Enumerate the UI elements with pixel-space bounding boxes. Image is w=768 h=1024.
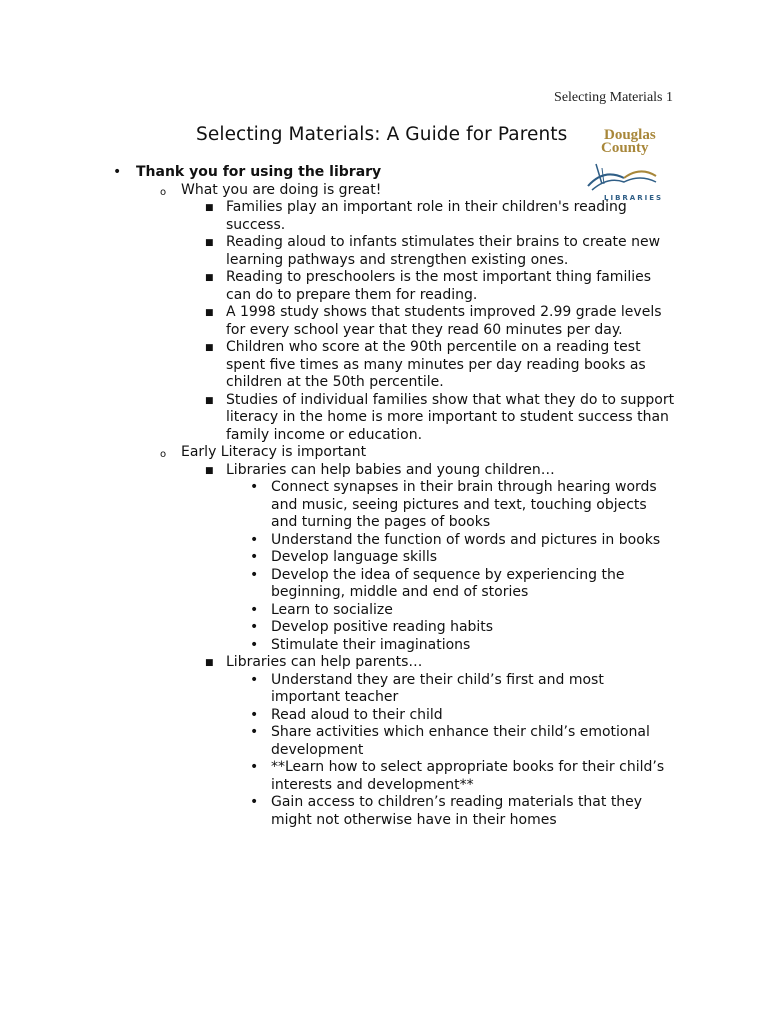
list-item: ■ Reading aloud to infants stimulates their brains to create new learning pathways and strengthen existing ones. xyxy=(205,234,661,268)
list-item: • Connect synapses in their brain through hearing words and music, seeing pictures and text, touching objects and turning the pages of books xyxy=(250,479,657,530)
bullet-icon: • xyxy=(250,706,259,723)
list-item: • Learn to socialize xyxy=(250,601,393,618)
list-item: ■ Studies of individual families show that what they do to support literacy in the home is more important to student success than family income or education. xyxy=(205,391,675,443)
list-item: ■ Libraries can help parents… xyxy=(0,654,768,672)
square-bullet-icon: ■ xyxy=(205,395,214,406)
bullet-icon: • xyxy=(250,479,259,495)
list-item: • Develop positive reading habits xyxy=(250,619,494,635)
list-item: • Thank you for using the library xyxy=(113,164,382,180)
bullet-icon: • xyxy=(250,619,259,635)
list-item: • Read aloud to their child xyxy=(250,706,443,723)
list-item: • Understand they are their child’s first and most important teacher xyxy=(250,671,604,705)
bullet-icon: • xyxy=(250,531,259,548)
list-item: • Share activities which enhance their child’s emotional development xyxy=(250,724,650,758)
list-item: ■ A 1998 study shows that students improved 2.99 grade levels for every school year that they read 60 minutes per day. xyxy=(205,304,662,338)
square-bullet-icon: ■ xyxy=(205,465,214,476)
circle-bullet-icon: o xyxy=(160,449,167,460)
bullet-icon: • xyxy=(250,794,259,810)
square-bullet-icon: ■ xyxy=(205,203,214,213)
list-item: • Understand the function of words and pictures in books xyxy=(250,531,661,548)
list-item: o Early Literacy is important xyxy=(0,444,768,462)
list-item: • Develop language skills xyxy=(250,549,438,565)
outline xyxy=(0,164,768,829)
bullet-icon: • xyxy=(250,724,259,740)
logo-line-1: Douglas xyxy=(604,127,656,143)
list-item: • Gain access to children’s reading materials that they might not otherwise have in their homes xyxy=(250,794,643,828)
bullet-icon: • xyxy=(113,164,122,180)
bullet-icon: • xyxy=(250,671,259,688)
bullet-icon: • xyxy=(250,601,259,618)
square-bullet-icon: ■ xyxy=(205,308,214,318)
page-title: Selecting Materials: A Guide for Parents xyxy=(196,124,568,145)
list-item: ■ Reading to preschoolers is the most important thing families can do to prepare them for reading. xyxy=(205,269,652,303)
list-item: • Develop the idea of sequence by experiencing the beginning, middle and end of stories xyxy=(250,566,625,600)
list-item: ■ Children who score at the 90th percentile on a reading test spent five times as many minutes per day reading books as children at the 50th percentile. xyxy=(205,339,646,390)
bullet-icon: • xyxy=(250,759,259,775)
circle-bullet-icon: o xyxy=(160,186,167,198)
running-head: Selecting Materials 1 xyxy=(554,90,673,105)
bullet-icon: • xyxy=(250,549,259,565)
square-bullet-icon: ■ xyxy=(205,273,214,283)
list-item: • Stimulate their imaginations xyxy=(250,636,471,653)
square-bullet-icon: ■ xyxy=(205,658,214,668)
list-item: ■ Families play an important role in their children's reading success. xyxy=(205,199,627,233)
list-item: • **Learn how to select appropriate books for their child’s interests and development** xyxy=(250,759,665,793)
logo-line-3: LIBRARIES xyxy=(604,194,664,202)
logo-line-2: County xyxy=(601,140,649,156)
list-item: ■ Libraries can help babies and young children… xyxy=(0,462,768,480)
list-item: o What you are doing is great! xyxy=(0,182,768,200)
square-bullet-icon: ■ xyxy=(205,238,214,248)
bullet-icon: • xyxy=(250,636,259,653)
square-bullet-icon: ■ xyxy=(205,343,214,353)
bullet-icon: • xyxy=(250,566,259,583)
